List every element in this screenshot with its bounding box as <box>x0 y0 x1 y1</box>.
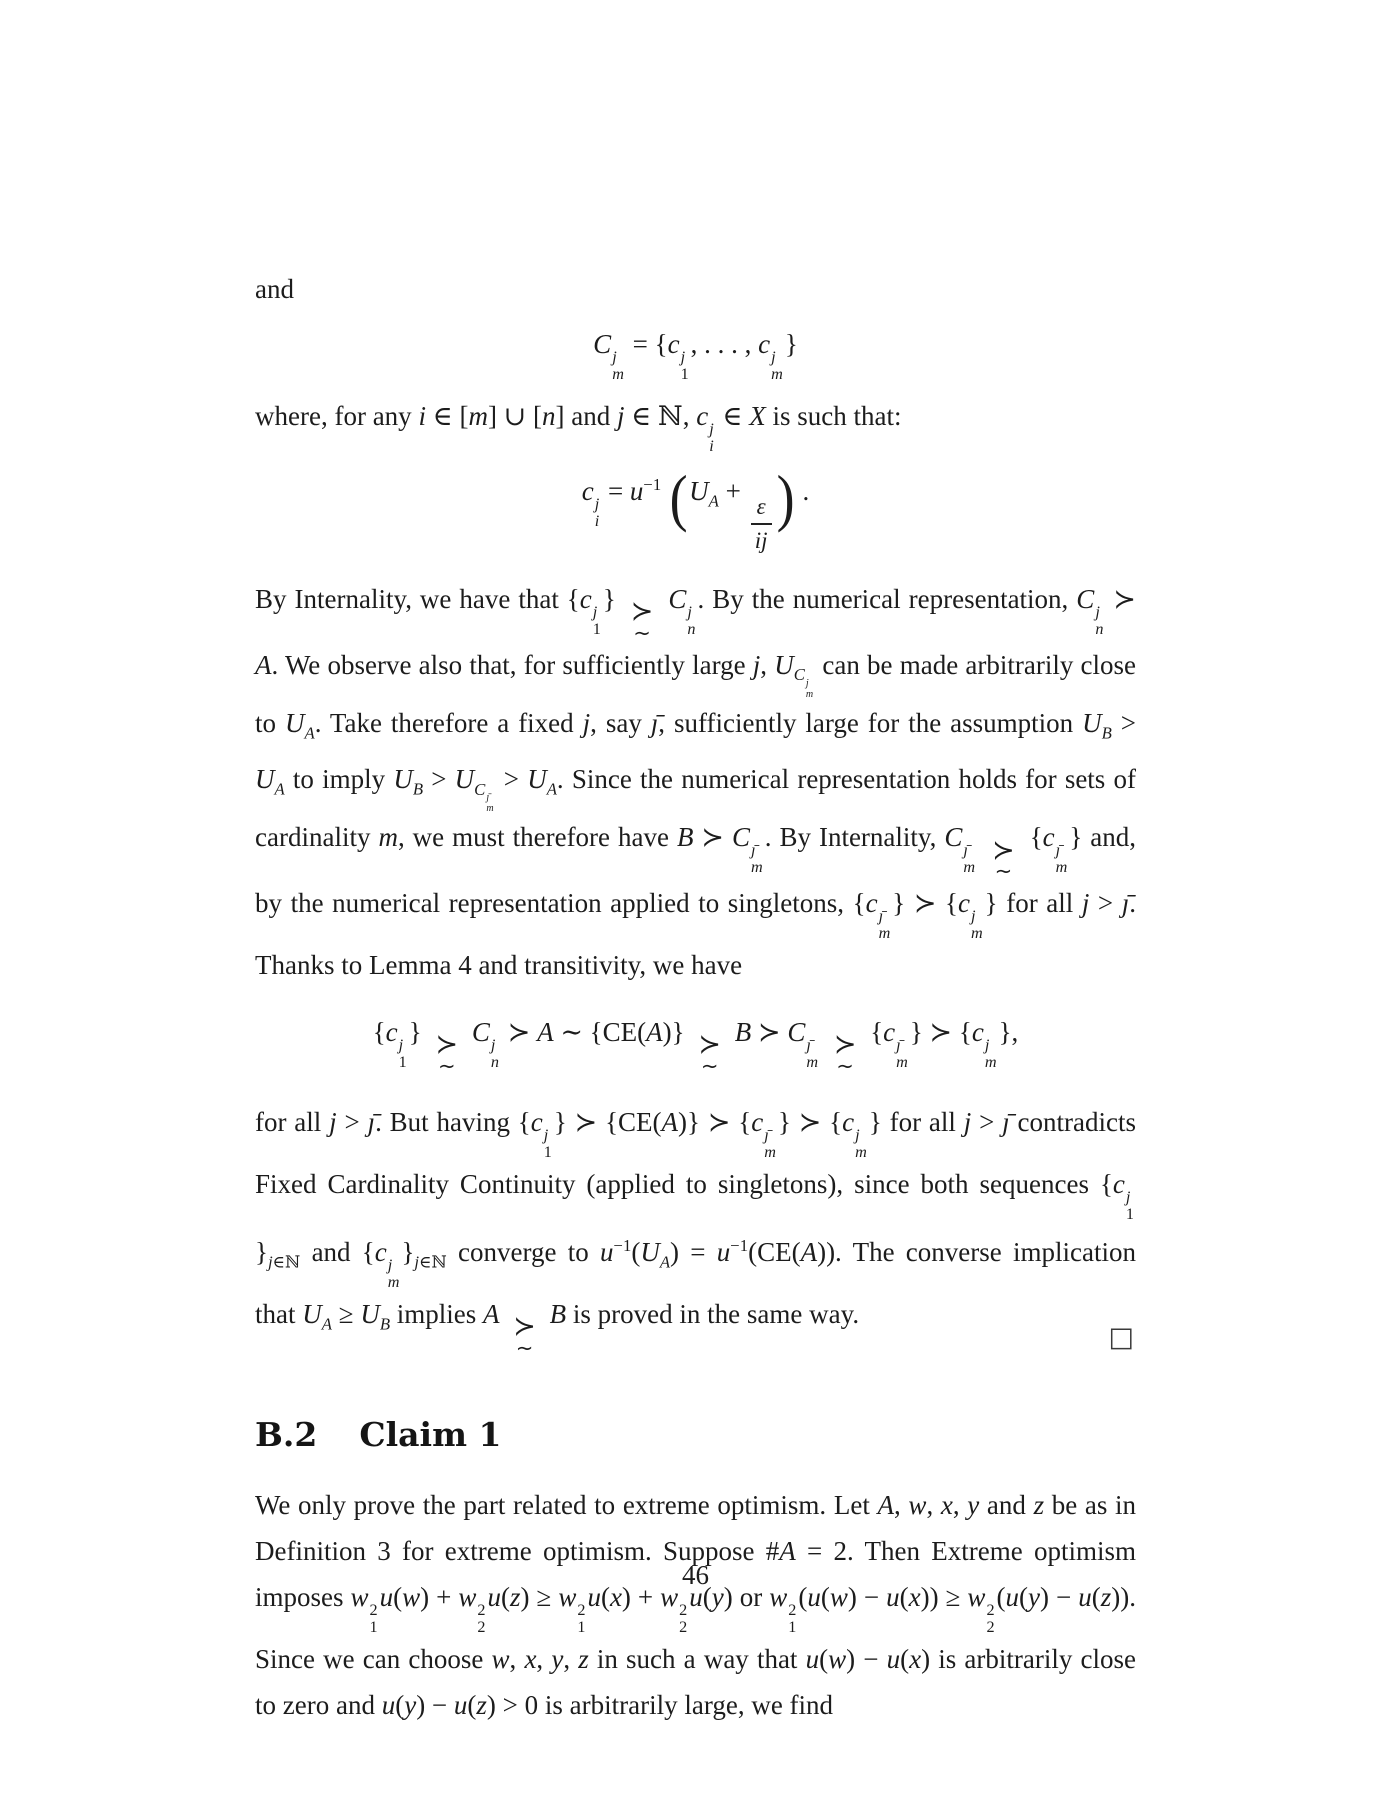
section-number: B.2 <box>255 1414 318 1454</box>
section-heading <box>255 1415 1136 1454</box>
equation-set-cm: C j m = {c j 1 , . . . , c j m } <box>593 329 798 383</box>
paragraph-contradiction: for all j > ȷ̄. But having {c j 1 } ≻ {CE(A)} ≻ {c ȷ̄ m } ≻ {c j m } for all j > ȷ̄ contradicts Fixed Cardinality Continuity (applied to singletons), since both sequences {c j 1 }$_{j\in ℕ}$ and {c j m }$_{j\in ℕ}$ converge to $u^{-1}(U_A) = u^{-1}(CE(A))$. The converse implication that $U_A \ge U_B$ implies A ≻ ∼ B is proved in the same way. <box>255 1107 1136 1361</box>
qed-symbol: □ <box>1108 1321 1134 1353</box>
where-clause-line: where, for any i ∈ [m] ∪ [n] and j ∈ ℕ, c j i ∈ X is such that: <box>255 400 902 455</box>
page-number: 46 <box>682 1560 709 1590</box>
paragraph-contradiction-wrap <box>255 1099 1136 1361</box>
page-content <box>255 266 1136 1728</box>
paragraph-internality: By Internality, we have that {c j 1 } ≻ ∼ C j n . By the numerical representation, C j n ≻ A. We observe also that, for sufficiently large j, $U_{C j m}$ can be made arbitrarily close to $U_A$. Take therefore a fixed j, say ȷ̄, sufficiently large for the assumption $U_B > U_A$ to imply $U_B > U_{C ȷ̄ m}$ > $U_A$. Since the numerical representation holds for sets of cardinality m, we must therefore have B ≻ C ȷ̄ m . By Internality, C ȷ̄ m ≻ ∼ {c ȷ̄ m } and, by the numerical representation applied to singletons, {c ȷ̄ m } ≻ {c j m } for all j > ȷ̄. Thanks to Lemma 4 and transitivity, we have <box>255 584 1137 981</box>
section-title: Claim 1 <box>359 1414 502 1454</box>
intro-word: and <box>255 274 294 304</box>
equation-preference-chain: {c j 1 } ≻ ∼ C j n ≻ A ∼ {CE(A)} ≻ ∼ B ≻ C ȷ̄ m ≻ ∼ {c ȷ̄ m } ≻ {c j m }, <box>372 1017 1019 1079</box>
paragraph-claim1: We only prove the part related to extreme optimism. Let A, w, x, y and z be as in Definition 3 for extreme optimism. Suppose #A = 2. Then Extreme optimism imposes w 2 1 u(w) + w 2 2 u(z) ≥ w 2 1 u(x) + w 2 2 u(y) or w 2 1 (u(w) − u(x)) ≥ w 2 2 (u(y) − u(z)). Since we can choose w, x, y, z in such a way that u(w) − u(x) is arbitrarily close to zero and u(y) − u(z) > 0 is arbitrarily large, we find <box>255 1489 1137 1720</box>
equation-ci-definition: c j i = $u^{-1}$ ($U_A$ + $\frac{\varepsilon}{ij}$ ) . <box>581 461 810 553</box>
